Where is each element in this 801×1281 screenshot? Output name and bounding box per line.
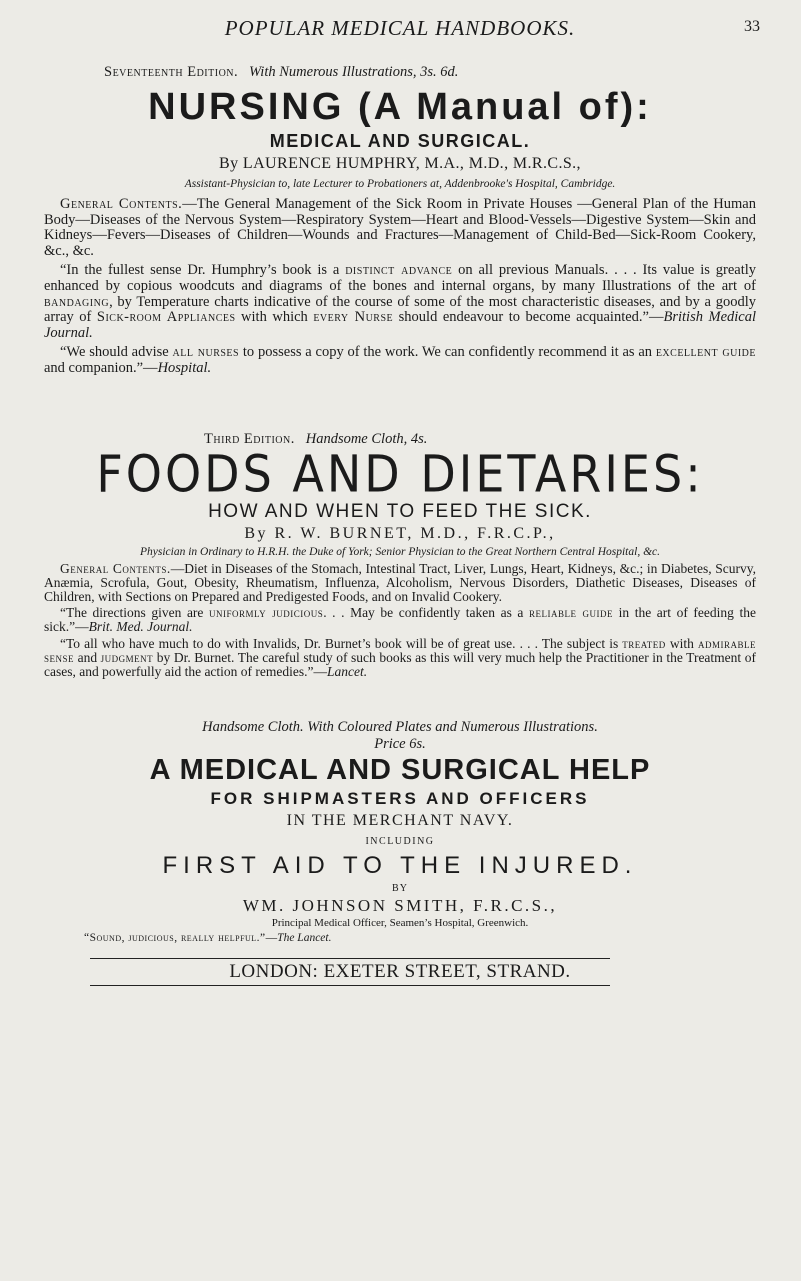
review-text: with xyxy=(665,635,698,651)
foods-review-2 xyxy=(44,637,756,680)
edition-note: Handsome Cloth, 4s. xyxy=(305,430,428,447)
binding-line: Handsome Cloth. With Coloured Plates and Numerous Illustrations. xyxy=(202,719,598,736)
medical-help-subtitle-3: FIRST AID TO THE INJURED. xyxy=(162,852,638,880)
foods-contents xyxy=(44,562,756,605)
footer-bottom-rule xyxy=(90,985,610,986)
review-emphasis: treated xyxy=(622,635,666,651)
nursing-review-2 xyxy=(44,345,756,376)
review-emphasis: distinct advance xyxy=(345,262,453,279)
contents-label: General Contents. xyxy=(60,196,183,212)
review-source: Lancet. xyxy=(327,663,368,679)
review-emphasis: all nurses xyxy=(172,344,240,361)
nursing-edition-line xyxy=(44,64,756,81)
review-text: by Dr. Burnet. The careful study of such books as this will very much help the Practitioner in the Treatment of cases, and powerfully aid the action of remedies.”— xyxy=(44,649,756,679)
review-text: “The directions given are xyxy=(60,605,210,621)
review-text: in the art of feeding the sick.”— xyxy=(44,605,756,635)
review-emphasis: uniformly judicious xyxy=(209,605,324,621)
foods-author: By R. W. BURNET, M.D., F.R.C.P., xyxy=(244,524,556,542)
contents-text: —The General Management of the Sick Room in Private Houses —General Plan of the Human Body—Diseases of the Nervous System—Respiratory System—Heart and Blood-Vessels—Digestive System—Skin and Kidneys—Fevers—Diseases of Children—Wounds and Fractures—Management of Child-Bed—Sick-Room Cookery, &c., &c. xyxy=(44,196,756,259)
review-text: to possess a copy of the work. We can confidently recommend it as an xyxy=(239,344,656,361)
foods-title: FOODS AND DIETARIES: xyxy=(96,443,704,504)
review-text: and xyxy=(74,649,101,665)
medical-help-review xyxy=(44,930,756,946)
medical-help-advert xyxy=(44,719,756,946)
review-source: Hospital. xyxy=(157,359,212,376)
review-text: , by Temperature charts indicative of the course of some of the most characteristic diseases, and by a goodly array of xyxy=(44,293,756,326)
contents-text: —Diet in Diseases of the Stomach, Intestinal Tract, Liver, Lungs, Heart, Kidneys, &c.; in Diabetes, Scurvy, Anæmia, Scrofula, Gout, Obesity, Rheumatism, Influenza, Alcoholism, Nervous Disorders, Diathetic Diseases, Diseases of Children, with Sections on Prepared and Predigested Foods, and on Invalid Cookery. xyxy=(44,560,756,604)
contents-label: General Contents. xyxy=(60,560,171,576)
review-text: and companion.”— xyxy=(44,359,158,376)
nursing-title: NURSING (A Manual of): xyxy=(148,86,652,128)
review-emphasis: Sick-room Appliances xyxy=(96,309,236,326)
review-source: British Medical Journal. xyxy=(44,309,756,341)
review-emphasis: “Sound, judicious, really helpful.” xyxy=(84,932,266,945)
review-text: — xyxy=(265,932,278,945)
review-text: “In the fullest sense Dr. Humphry’s book is a xyxy=(60,262,346,279)
review-text: should endeavour to become acquainted.”— xyxy=(393,309,664,326)
review-text: “To all who have much to do with Invalids, Dr. Burnet’s book will be of great use. . . . The subject is xyxy=(60,635,623,651)
edition-label: Third Edition. xyxy=(204,430,295,447)
price-line: Price 6s. xyxy=(374,736,426,753)
foods-author-position: Physician in Ordinary to H.R.H. the Duke of York; Senior Physician to the Great Northern Central Hospital, &c. xyxy=(139,545,660,558)
nursing-review-1 xyxy=(44,263,756,341)
nursing-contents xyxy=(44,197,756,259)
review-emphasis: admirable sense xyxy=(44,635,756,665)
review-source: Brit. Med. Journal. xyxy=(88,619,193,635)
medical-help-title: A MEDICAL AND SURGICAL HELP xyxy=(149,754,651,787)
review-text: on all previous Manuals. . . . Its value is greatly enhanced by copious woodcuts and diagrams of the bones and internal organs, by many Illustrations of the art of xyxy=(44,262,756,294)
publisher-imprint: LONDON: EXETER STREET, STRAND. xyxy=(229,961,571,983)
review-text: “We should advise xyxy=(60,344,173,361)
edition-label: Seventeenth Edition. xyxy=(104,64,239,80)
medical-help-subtitle-2: IN THE MERCHANT NAVY. xyxy=(286,812,514,830)
foods-review-1 xyxy=(44,606,756,634)
medical-help-author: WM. JOHNSON SMITH, F.R.C.S., xyxy=(242,896,558,916)
foods-subtitle: HOW AND WHEN TO FEED THE SICK. xyxy=(208,500,592,522)
review-emphasis: reliable guide xyxy=(528,605,614,621)
edition-note: With Numerous Illustrations, 3s. 6d. xyxy=(249,64,459,80)
nursing-subtitle: MEDICAL AND SURGICAL. xyxy=(269,131,531,151)
review-text: . . . May be confidently taken as a xyxy=(323,605,529,621)
foods-advert xyxy=(44,431,756,680)
medical-help-subtitle-1: FOR SHIPMASTERS AND OFFICERS xyxy=(210,789,590,809)
review-emphasis: excellent guide xyxy=(655,344,756,361)
nursing-author: By LAURENCE HUMPHRY, M.A., M.D., M.R.C.S., xyxy=(219,155,581,172)
by-label: BY xyxy=(392,883,408,895)
page-header xyxy=(44,0,760,60)
nursing-author-position: Assistant-Physician to, late Lecturer to Probationers at, Addenbrooke's Hospital, Cambridge. xyxy=(184,178,616,190)
nursing-advert xyxy=(44,64,756,377)
review-emphasis: bandaging xyxy=(44,293,110,310)
review-emphasis: every Nurse xyxy=(313,309,394,326)
including-label: INCLUDING xyxy=(365,836,435,848)
review-emphasis: judgment xyxy=(100,649,154,665)
page-number: 33 xyxy=(744,18,760,35)
review-text: with which xyxy=(235,309,314,326)
review-source: The Lancet. xyxy=(277,932,332,945)
medical-help-author-position: Principal Medical Officer, Seamen’s Hospital, Greenwich. xyxy=(271,917,529,930)
book-advertisement-page xyxy=(44,0,760,1281)
running-title: POPULAR MEDICAL HANDBOOKS. xyxy=(224,16,576,40)
